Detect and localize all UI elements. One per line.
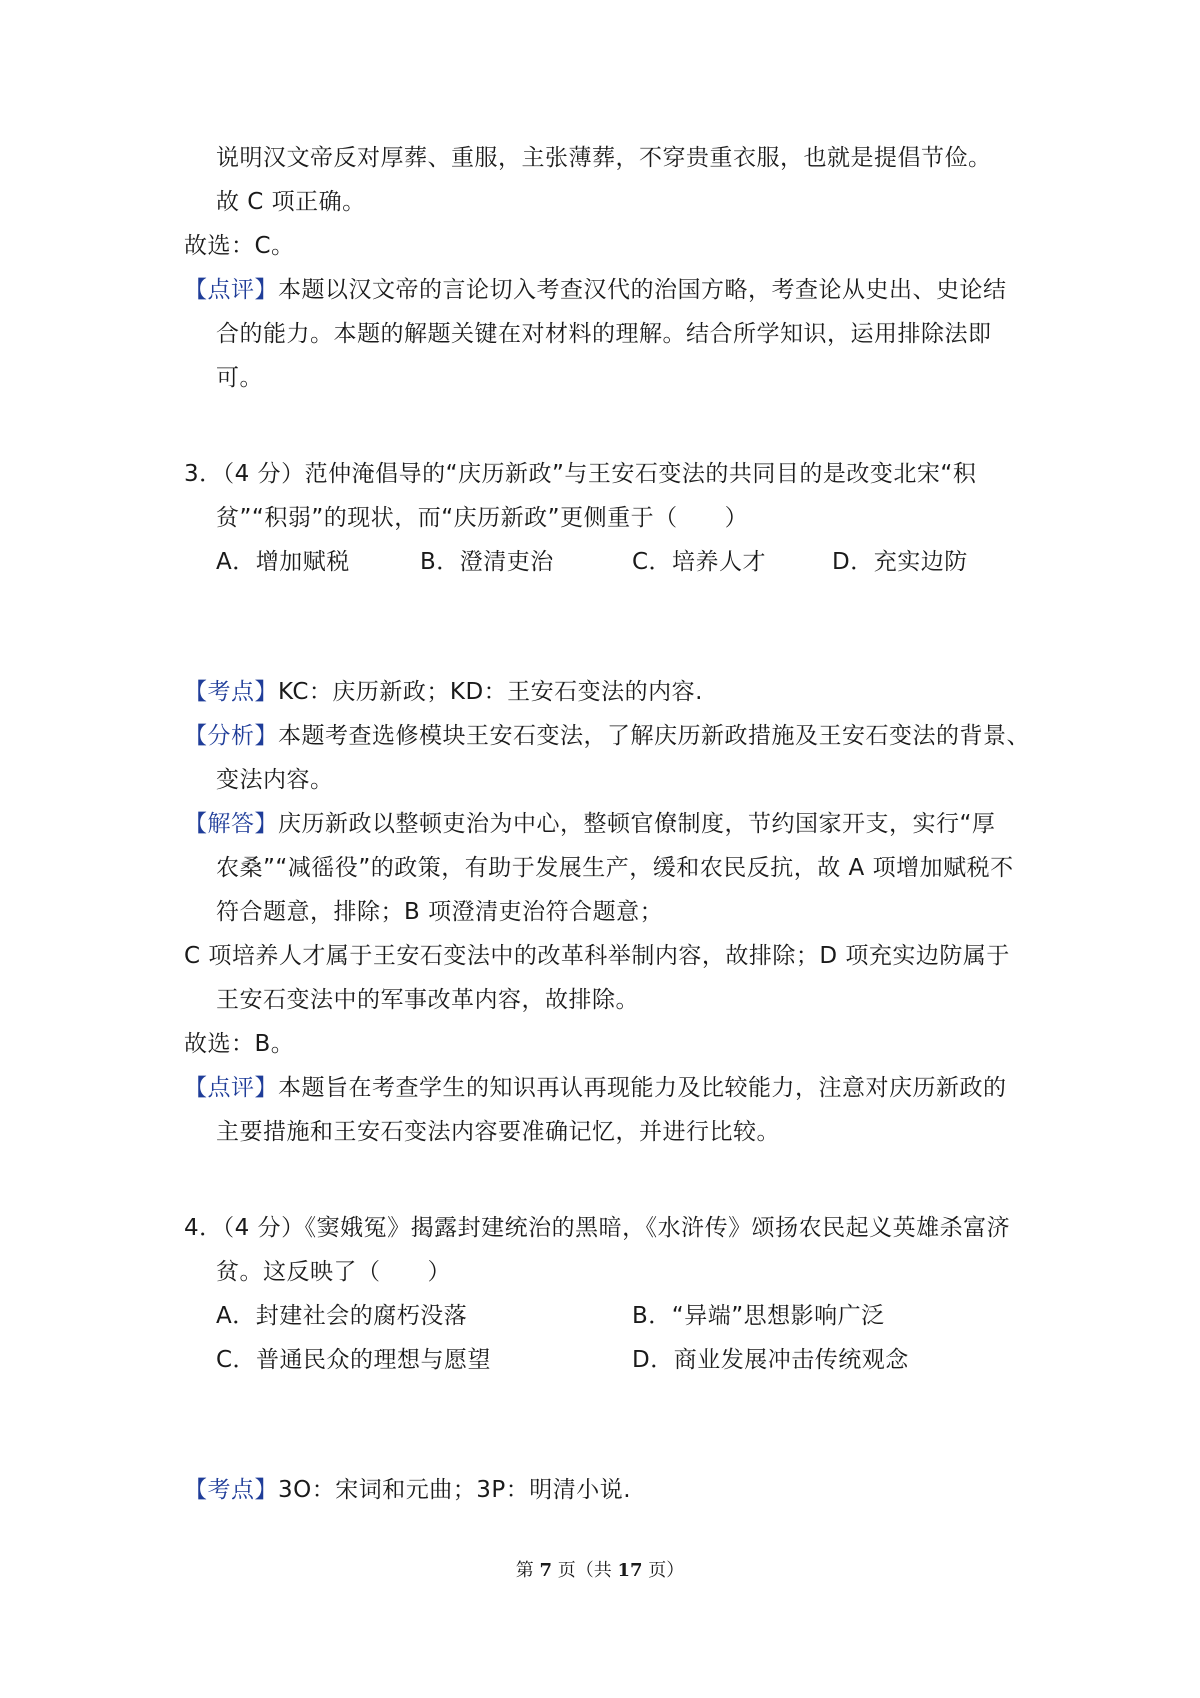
question-3-option-a: A．增加赋税 bbox=[216, 549, 350, 575]
jieda-line: 农桑”“减徭役”的政策，有助于发展生产，缓和农民反抗，故 A 项增加赋税不 bbox=[216, 855, 1014, 881]
review-tag: 【点评】 bbox=[184, 277, 278, 303]
review-line: 主要措施和王安石变法内容要准确记忆，并进行比较。 bbox=[216, 1119, 780, 1145]
question-4-stem: 贫。这反映了（ ） bbox=[216, 1259, 451, 1285]
question-4-option-a: A．封建社会的腐朽没落 bbox=[216, 1303, 468, 1329]
question-3-option-c: C．培养人才 bbox=[632, 549, 767, 575]
review-tag: 【点评】 bbox=[184, 1075, 278, 1101]
question-3-stem: 3．（4 分）范仲淹倡导的“庆历新政”与王安石变法的共同目的是改变北宋“积 bbox=[184, 461, 977, 487]
question-3-option-d: D．充实边防 bbox=[832, 549, 968, 575]
jieda-line bbox=[184, 808, 995, 840]
page-footer bbox=[0, 1558, 1200, 1584]
footer-mid: 页（共 bbox=[557, 1560, 612, 1581]
jieda-tag: 【解答】 bbox=[184, 811, 278, 837]
kaodian-tag: 【考点】 bbox=[184, 1477, 278, 1503]
kaodian-text: 3O：宋词和元曲；3P：明清小说. bbox=[278, 1477, 632, 1503]
review-text: 本题以汉文帝的言论切入考查汉代的治国方略，考查论从史出、史论结 bbox=[278, 277, 1007, 303]
jieda-line: C 项培养人才属于王安石变法中的改革科举制内容，故排除；D 项充实边防属于 bbox=[184, 943, 1010, 969]
fenxi-text: 本题考查选修模块王安石变法，了解庆历新政措施及王安石变法的背景、 bbox=[278, 723, 1030, 749]
jieda-line: 王安石变法中的军事改革内容，故排除。 bbox=[216, 987, 639, 1013]
question-4-stem: 4．（4 分）《窦娥冤》揭露封建统治的黑暗，《水浒传》颂扬农民起义英雄杀富济 bbox=[184, 1215, 1011, 1241]
footer-total-pages: 17 bbox=[617, 1560, 643, 1581]
question-4-option-c: C．普通民众的理想与愿望 bbox=[216, 1347, 492, 1373]
review-line: 合的能力。本题的解题关键在对材料的理解。结合所学知识，运用排除法即 bbox=[216, 321, 992, 347]
answer-line: 故选：B。 bbox=[184, 1031, 295, 1057]
explanation-line: 故 C 项正确。 bbox=[216, 189, 366, 215]
review-line bbox=[184, 274, 1007, 306]
review-line: 可。 bbox=[216, 365, 263, 391]
question-3-option-b: B．澄清吏治 bbox=[420, 549, 554, 575]
footer-prefix: 第 bbox=[515, 1560, 534, 1581]
fenxi-line bbox=[184, 720, 1030, 752]
question-4-option-d: D．商业发展冲击传统观念 bbox=[632, 1347, 909, 1373]
review-text: 本题旨在考查学生的知识再认再现能力及比较能力，注意对庆历新政的 bbox=[278, 1075, 1007, 1101]
explanation-line: 说明汉文帝反对厚葬、重服，主张薄葬，不穿贵重衣服，也就是提倡节俭。 bbox=[216, 145, 992, 171]
question-3-stem: 贫”“积弱”的现状，而“庆历新政”更侧重于（ ） bbox=[216, 505, 749, 531]
footer-suffix: 页） bbox=[648, 1560, 685, 1581]
footer-page-number: 7 bbox=[539, 1560, 552, 1581]
kaodian-text: KC：庆历新政；KD：王安石变法的内容. bbox=[278, 679, 703, 705]
fenxi-tag: 【分析】 bbox=[184, 723, 278, 749]
review-line bbox=[184, 1072, 1007, 1104]
kaodian-line bbox=[184, 1474, 631, 1506]
jieda-text: 庆历新政以整顿吏治为中心，整顿官僚制度，节约国家开支，实行“厚 bbox=[278, 811, 996, 837]
jieda-line: 符合题意，排除；B 项澄清吏治符合题意； bbox=[216, 899, 664, 925]
fenxi-line: 变法内容。 bbox=[216, 767, 334, 793]
kaodian-tag: 【考点】 bbox=[184, 679, 278, 705]
answer-line: 故选：C。 bbox=[184, 233, 295, 259]
question-4-option-b: B．“异端”思想影响广泛 bbox=[632, 1303, 885, 1329]
kaodian-line bbox=[184, 676, 703, 708]
